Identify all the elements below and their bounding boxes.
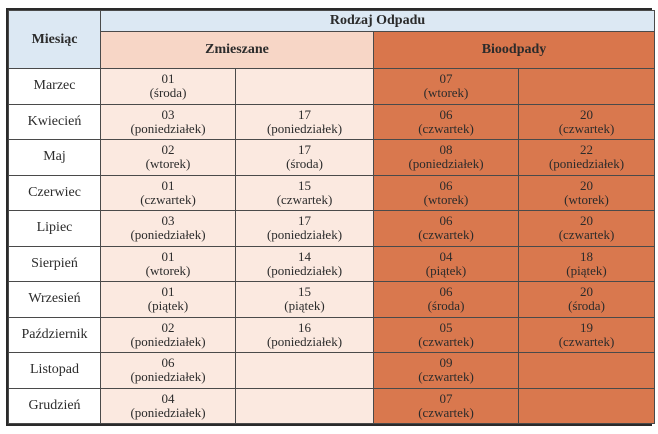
table-row	[9, 104, 655, 140]
bio-pickup-cell	[519, 282, 655, 318]
header-row-sub	[9, 32, 655, 69]
pickup-weekday: (czwartek)	[276, 191, 333, 207]
pickup-day: 17	[298, 106, 311, 122]
table-row	[9, 282, 655, 318]
schedule-body	[9, 69, 655, 424]
bio-pickup-cell	[519, 317, 655, 353]
pickup-day: 16	[298, 319, 311, 335]
bio-waste-header: Bioodpady	[374, 32, 655, 69]
bio-pickup-cell	[519, 246, 655, 282]
mixed-pickup-cell	[101, 104, 236, 140]
pickup-weekday: (poniedziałek)	[266, 262, 343, 278]
pickup-day: 09	[439, 355, 453, 371]
waste-schedule-sheet	[6, 8, 652, 426]
mixed-pickup-cell	[101, 140, 236, 176]
pickup-weekday: (czwartek)	[418, 404, 474, 420]
pickup-day: 02	[161, 142, 175, 158]
pickup-weekday: (wtorek)	[423, 85, 469, 101]
pickup-day: 05	[439, 319, 453, 335]
mixed-pickup-cell	[101, 282, 236, 318]
pickup-weekday: (poniedziałek)	[548, 156, 625, 172]
pickup-weekday: (piątek)	[284, 298, 325, 314]
pickup-day: 18	[580, 248, 593, 264]
table-row	[9, 317, 655, 353]
mixed-empty-cell	[236, 388, 374, 424]
mixed-pickup-cell	[236, 246, 374, 282]
pickup-day: 01	[161, 284, 175, 300]
month-name: Wrzesień	[9, 282, 101, 318]
pickup-weekday: (piątek)	[566, 262, 607, 278]
mixed-pickup-cell	[101, 246, 236, 282]
pickup-weekday: (piątek)	[425, 262, 467, 278]
pickup-weekday: (czwartek)	[418, 120, 474, 136]
pickup-day: 17	[298, 213, 311, 229]
pickup-day: 14	[298, 248, 311, 264]
pickup-weekday: (wtorek)	[145, 262, 191, 278]
month-column-header: Miesiąc	[9, 11, 101, 69]
pickup-day: 01	[161, 71, 175, 87]
mixed-empty-cell	[236, 69, 374, 105]
mixed-pickup-cell	[101, 69, 236, 105]
pickup-day: 01	[161, 177, 175, 193]
waste-schedule-table	[8, 10, 655, 424]
table-row	[9, 211, 655, 247]
bio-pickup-cell	[519, 140, 655, 176]
pickup-day: 06	[439, 213, 453, 229]
pickup-day: 08	[439, 142, 453, 158]
month-name: Czerwiec	[9, 175, 101, 211]
bio-pickup-cell	[519, 104, 655, 140]
table-row	[9, 140, 655, 176]
pickup-weekday: (poniedziałek)	[130, 404, 206, 420]
table-row	[9, 69, 655, 105]
pickup-weekday: (poniedziałek)	[266, 227, 343, 243]
pickup-day: 04	[439, 248, 453, 264]
header-row-top	[9, 11, 655, 32]
month-name: Grudzień	[9, 388, 101, 424]
pickup-day: 19	[580, 319, 593, 335]
mixed-pickup-cell	[101, 317, 236, 353]
bio-pickup-cell	[519, 211, 655, 247]
pickup-day: 06	[161, 355, 175, 371]
pickup-day: 03	[161, 106, 175, 122]
pickup-day: 20	[580, 284, 593, 300]
pickup-weekday: (wtorek)	[423, 191, 469, 207]
pickup-day: 20	[580, 177, 593, 193]
pickup-weekday: (czwartek)	[140, 191, 196, 207]
bio-pickup-cell	[374, 175, 519, 211]
pickup-day: 20	[580, 213, 593, 229]
pickup-day: 06	[439, 284, 453, 300]
pickup-weekday: (czwartek)	[418, 227, 474, 243]
mixed-pickup-cell	[101, 175, 236, 211]
bio-pickup-cell	[374, 69, 519, 105]
mixed-pickup-cell	[236, 317, 374, 353]
pickup-day: 15	[298, 177, 311, 193]
pickup-day: 07	[439, 390, 453, 406]
pickup-weekday: (czwartek)	[418, 333, 474, 349]
month-name: Marzec	[9, 69, 101, 105]
pickup-weekday: (czwartek)	[558, 333, 615, 349]
pickup-weekday: (czwartek)	[558, 120, 615, 136]
bio-pickup-cell	[374, 246, 519, 282]
pickup-day: 02	[161, 319, 175, 335]
mixed-pickup-cell	[101, 211, 236, 247]
pickup-day: 17	[298, 142, 311, 158]
bio-pickup-cell	[519, 175, 655, 211]
pickup-day: 22	[580, 142, 593, 158]
bio-pickup-cell	[374, 353, 519, 389]
mixed-waste-header: Zmieszane	[101, 32, 374, 69]
bio-pickup-cell	[374, 211, 519, 247]
mixed-pickup-cell	[236, 282, 374, 318]
pickup-weekday: (poniedziałek)	[130, 227, 206, 243]
pickup-day: 01	[161, 248, 175, 264]
month-name: Sierpień	[9, 246, 101, 282]
pickup-weekday: (poniedziałek)	[130, 333, 206, 349]
month-name: Kwiecień	[9, 104, 101, 140]
table-row	[9, 175, 655, 211]
month-name: Maj	[9, 140, 101, 176]
table-row	[9, 353, 655, 389]
month-name: Lipiec	[9, 211, 101, 247]
bio-empty-cell	[519, 353, 655, 389]
bio-pickup-cell	[374, 140, 519, 176]
pickup-weekday: (środa)	[286, 156, 323, 172]
pickup-day: 06	[439, 177, 453, 193]
mixed-empty-cell	[236, 353, 374, 389]
bio-pickup-cell	[374, 317, 519, 353]
table-row	[9, 246, 655, 282]
mixed-pickup-cell	[236, 211, 374, 247]
pickup-day: 15	[298, 284, 311, 300]
waste-type-header: Rodzaj Odpadu	[101, 11, 655, 32]
pickup-weekday: (wtorek)	[564, 191, 609, 207]
pickup-day: 03	[161, 213, 175, 229]
pickup-weekday: (poniedziałek)	[130, 120, 206, 136]
bio-empty-cell	[519, 388, 655, 424]
mixed-pickup-cell	[101, 353, 236, 389]
mixed-pickup-cell	[236, 104, 374, 140]
month-name: Październik	[9, 317, 101, 353]
pickup-weekday: (czwartek)	[558, 227, 615, 243]
mixed-pickup-cell	[101, 388, 236, 424]
pickup-weekday: (środa)	[427, 298, 465, 314]
pickup-weekday: (poniedziałek)	[266, 333, 343, 349]
pickup-weekday: (poniedziałek)	[408, 156, 484, 172]
bio-pickup-cell	[374, 388, 519, 424]
mixed-pickup-cell	[236, 140, 374, 176]
pickup-weekday: (wtorek)	[145, 156, 191, 172]
pickup-day: 20	[580, 106, 593, 122]
bio-empty-cell	[519, 69, 655, 105]
pickup-weekday: (poniedziałek)	[266, 120, 343, 136]
pickup-weekday: (środa)	[568, 298, 605, 314]
pickup-day: 04	[161, 390, 175, 406]
pickup-weekday: (poniedziałek)	[130, 369, 206, 385]
bio-pickup-cell	[374, 104, 519, 140]
pickup-weekday: (środa)	[149, 85, 187, 101]
pickup-day: 06	[439, 106, 453, 122]
bio-pickup-cell	[374, 282, 519, 318]
table-row	[9, 388, 655, 424]
pickup-weekday: (czwartek)	[418, 369, 474, 385]
mixed-pickup-cell	[236, 175, 374, 211]
pickup-day: 07	[439, 71, 453, 87]
month-name: Listopad	[9, 353, 101, 389]
pickup-weekday: (piątek)	[147, 298, 189, 314]
